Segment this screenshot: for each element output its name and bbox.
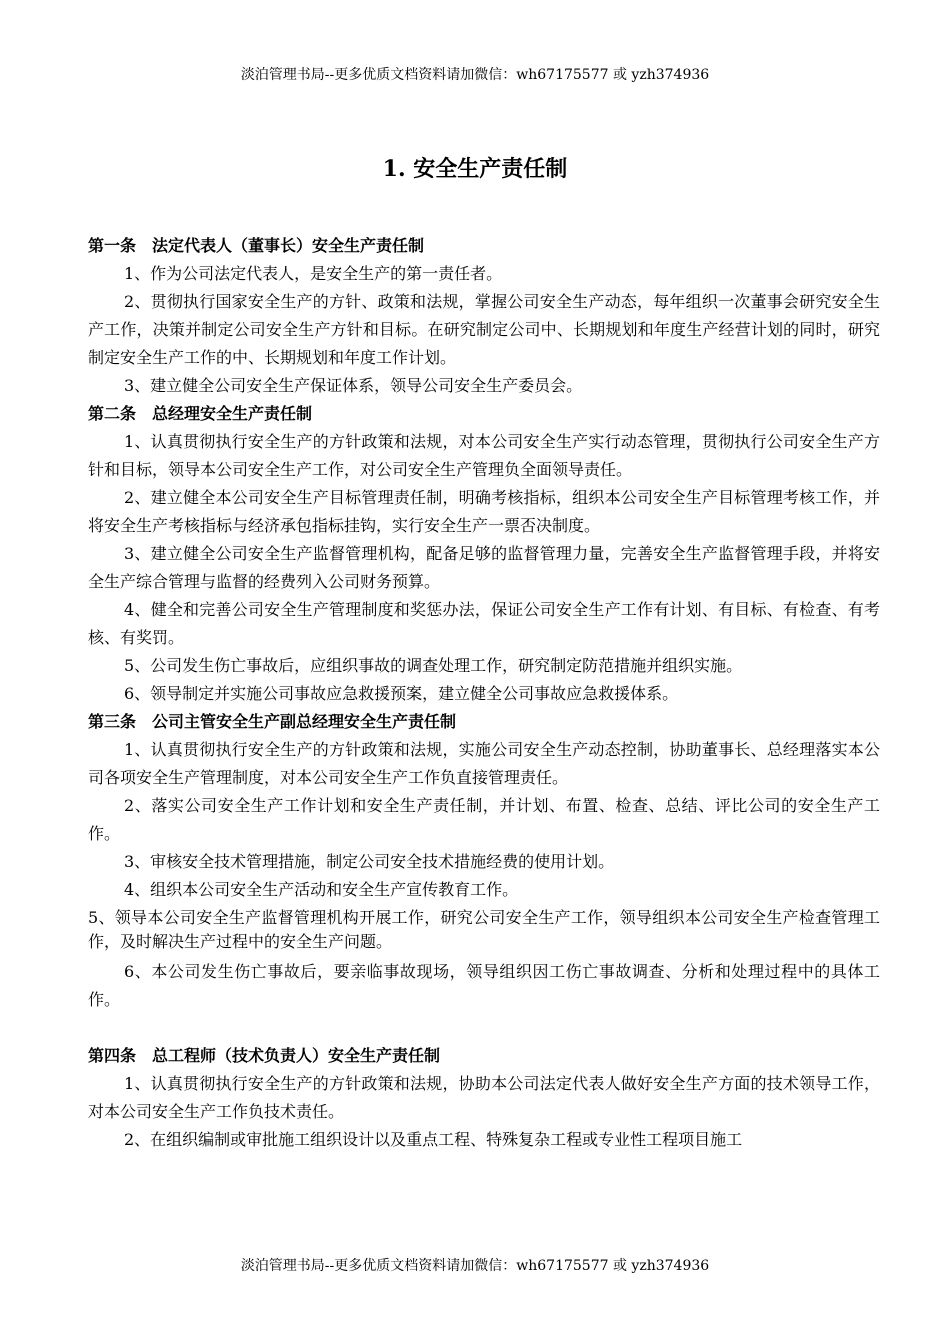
article-item: 4、组织本公司安全生产活动和安全生产宣传教育工作。 [124, 880, 519, 899]
article-1 [88, 232, 880, 400]
article-item: 3、建立健全公司安全生产保证体系，领导公司安全生产委员会。 [124, 376, 583, 395]
page-footer: 淡泊管理书局--更多优质文档资料请加微信：wh67175577 或 yzh374936 [240, 1258, 710, 1274]
article-item: 1、认真贯彻执行安全生产的方针政策和法规，对本公司安全生产实行动态管理，贯彻执行公司安全生产方针和目标，领导本公司安全生产工作，对公司安全生产管理负全面领导责任。 [88, 432, 880, 479]
article-3 [88, 708, 880, 1014]
article-item: 2、建立健全本公司安全生产目标管理责任制，明确考核指标，组织本公司安全生产目标管理考核工作，并将安全生产考核指标与经济承包指标挂钩，实行安全生产一票否决制度。 [88, 488, 880, 535]
article-item: 1、认真贯彻执行安全生产的方针政策和法规，实施公司安全生产动态控制，协助董事长、总经理落实本公司各项安全生产管理制度，对本公司安全生产工作负直接管理责任。 [88, 740, 880, 787]
document-title: 1. 安全生产责任制 [382, 156, 568, 182]
article-item: 1、作为公司法定代表人，是安全生产的第一责任者。 [124, 264, 503, 283]
article-item: 5、公司发生伤亡事故后，应组织事故的调查处理工作，研究制定防范措施并组织实施。 [124, 656, 743, 675]
article-item: 3、建立健全公司安全生产监督管理机构，配备足够的监督管理力量，完善安全生产监督管理手段，并将安全生产综合管理与监督的经费列入公司财务预算。 [88, 544, 880, 591]
article-item: 3、审核安全技术管理措施，制定公司安全技术措施经费的使用计划。 [124, 852, 615, 871]
article-item: 6、本公司发生伤亡事故后，要亲临事故现场，领导组织因工伤亡事故调查、分析和处理过程中的具体工作。 [88, 962, 880, 1009]
document-body [88, 232, 880, 1154]
article-heading: 第二条 总经理安全生产责任制 [88, 404, 313, 423]
article-heading: 第一条 法定代表人（董事长）安全生产责任制 [88, 236, 425, 255]
article-4 [88, 1042, 880, 1154]
article-item: 2、落实公司安全生产工作计划和安全生产责任制，并计划、布置、检查、总结、评比公司的安全生产工作。 [88, 796, 880, 843]
article-item: 2、贯彻执行国家安全生产的方针、政策和法规，掌握公司安全生产动态，每年组织一次董事会研究安全生产工作，决策并制定公司安全生产方针和目标。在研究制定公司中、长期规划和年度生产经营计划的同时，研究制定安全生产工作的中、长期规划和年度工作计划。 [88, 292, 880, 367]
blank-line [88, 1014, 880, 1042]
article-item: 4、健全和完善公司安全生产管理制度和奖惩办法，保证公司安全生产工作有计划、有目标、有检查、有考核、有奖罚。 [88, 600, 880, 647]
page-header: 淡泊管理书局--更多优质文档资料请加微信：wh67175577 或 yzh374936 [240, 67, 710, 83]
article-item: 1、认真贯彻执行安全生产的方针政策和法规，协助本公司法定代表人做好安全生产方面的技术领导工作，对本公司安全生产工作负技术责任。 [88, 1074, 880, 1121]
article-item: 6、领导制定并实施公司事故应急救援预案，建立健全公司事故应急救援体系。 [124, 684, 679, 703]
article-item: 2、在组织编制或审批施工组织设计以及重点工程、特殊复杂工程或专业性工程项目施工 [124, 1130, 743, 1149]
article-item: 5、领导本公司安全生产监督管理机构开展工作，研究公司安全生产工作，领导组织本公司安全生产检查管理工作，及时解决生产过程中的安全生产问题。 [88, 908, 880, 951]
article-2 [88, 400, 880, 708]
article-heading: 第四条 总工程师（技术负责人）安全生产责任制 [88, 1046, 441, 1065]
article-heading: 第三条 公司主管安全生产副总经理安全生产责任制 [88, 712, 457, 731]
